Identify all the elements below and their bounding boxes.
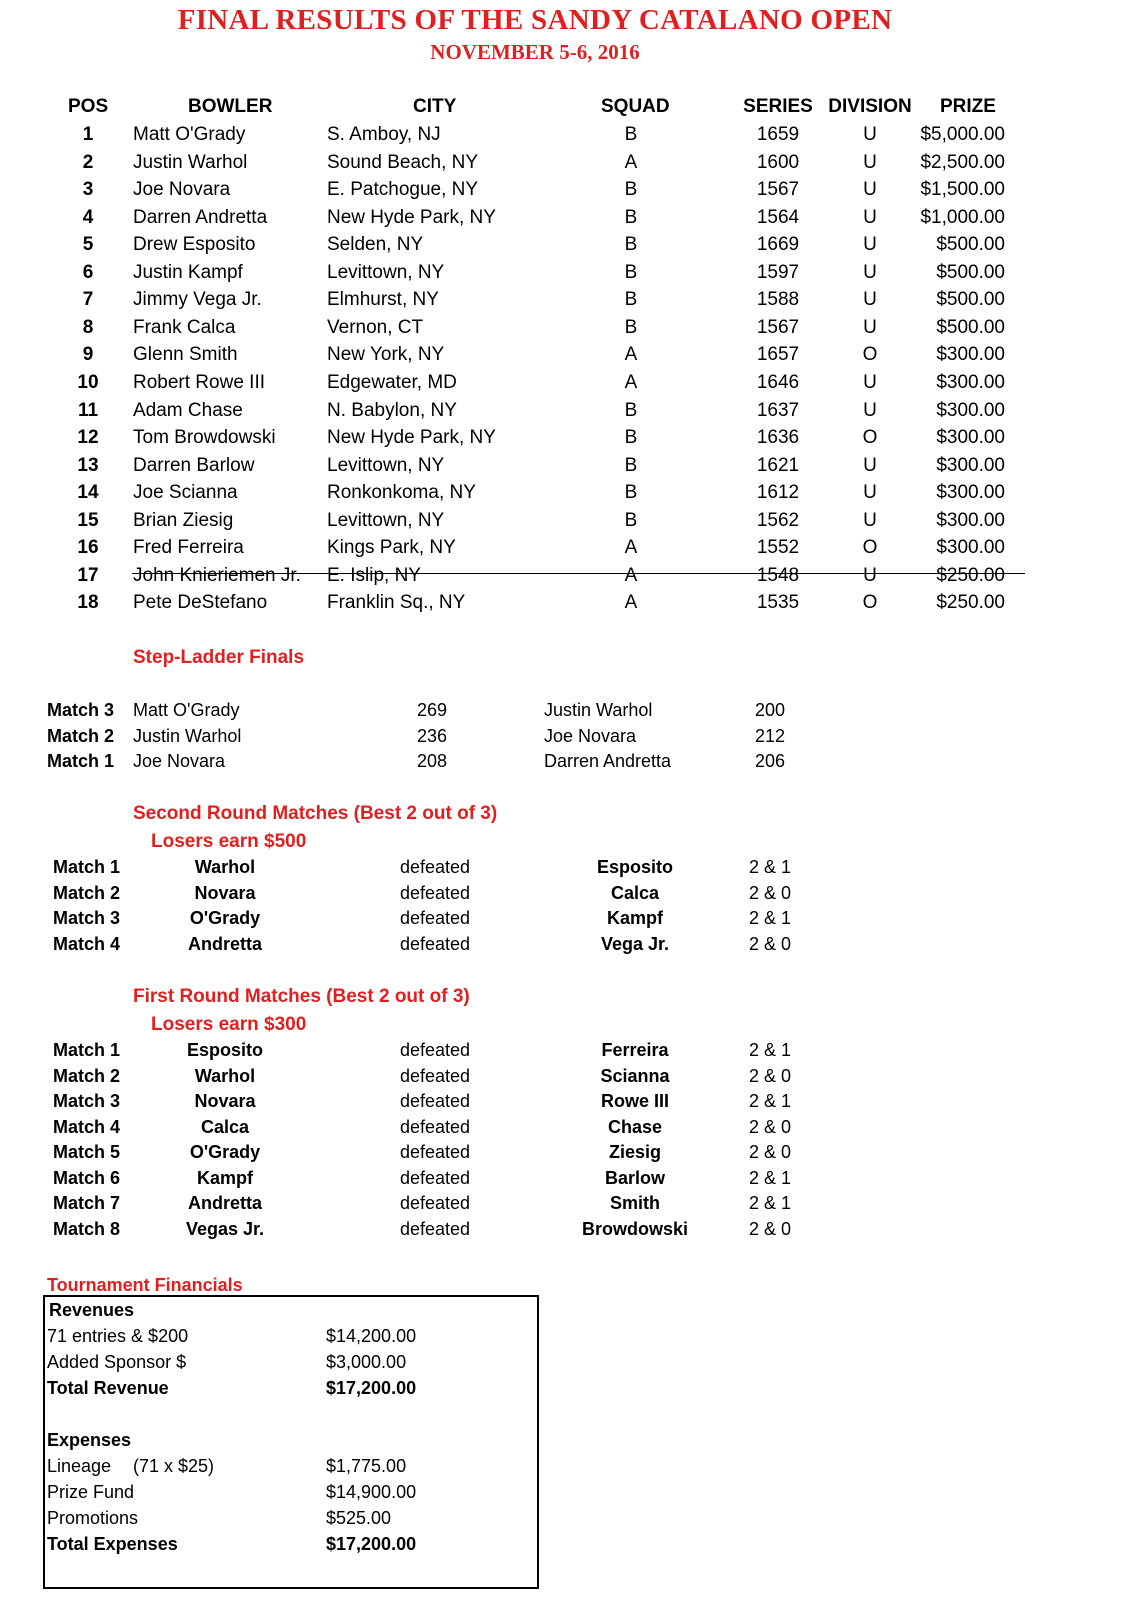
series-cell: 1567 [756, 179, 800, 201]
division-cell: U [863, 399, 877, 421]
match-row [0, 1091, 1142, 1117]
cash-cut-line [132, 573, 1025, 574]
match-label: Match 1 [53, 857, 121, 877]
header-pos: POS [68, 96, 109, 117]
loser-name: Justin Warhol [544, 700, 653, 720]
squad-cell: B [624, 261, 638, 283]
table-row [0, 289, 1142, 317]
prize-cell: $300.00 [936, 509, 1005, 531]
division-cell: U [863, 234, 877, 256]
prize-cell: $300.00 [936, 371, 1005, 393]
winner-name: Joe Novara [133, 751, 226, 771]
expense-note: (71 x $25) [133, 1456, 215, 1476]
match-row [0, 1168, 1142, 1194]
match-label: Match 2 [53, 1065, 121, 1086]
match-label: Match 8 [53, 1218, 121, 1239]
winner-name: Kampf [196, 1167, 253, 1188]
expense-label: Prize Fund [47, 1482, 135, 1502]
expense-value: $525.00 [326, 1508, 392, 1528]
table-row [0, 344, 1142, 372]
loser-name: Calca [610, 882, 660, 903]
division-cell: U [863, 124, 877, 145]
winner-name: Justin Warhol [133, 725, 242, 746]
result-verb: defeated [399, 1193, 471, 1213]
city-cell: Edgewater, MD [327, 371, 457, 393]
division-cell: U [863, 454, 877, 476]
division-cell: O [862, 427, 878, 449]
match-score: 2 & 0 [748, 882, 792, 903]
pos-cell: 15 [77, 509, 99, 531]
winner-score: 236 [416, 725, 448, 746]
prize-cell: $300.00 [936, 537, 1005, 559]
result-verb: defeated [399, 1091, 471, 1111]
prize-cell: $300.00 [936, 399, 1005, 421]
match-label: Match 4 [53, 1116, 121, 1137]
expense-value: $14,900.00 [326, 1482, 417, 1502]
pos-cell: 9 [82, 344, 94, 366]
table-row [0, 400, 1142, 428]
winner-name: Novara [194, 1091, 256, 1111]
series-cell: 1657 [756, 344, 800, 366]
table-row [0, 510, 1142, 538]
match-label: Match 7 [53, 1193, 121, 1213]
table-row [0, 482, 1142, 510]
winner-name: O'Grady [189, 908, 261, 928]
division-cell: U [863, 289, 877, 311]
series-cell: 1588 [756, 289, 800, 311]
match-row [0, 934, 1142, 960]
winner-name: Novara [194, 882, 256, 903]
expense-label: Promotions [47, 1508, 139, 1528]
series-cell: 1669 [756, 234, 800, 256]
city-cell: Elmhurst, NY [327, 289, 439, 311]
total-revenue-row [0, 1378, 1142, 1404]
squad-cell: A [624, 564, 638, 586]
series-cell: 1637 [756, 399, 800, 421]
match-score: 2 & 1 [748, 908, 792, 928]
revenue-value: $3,000.00 [326, 1352, 407, 1372]
match-row [0, 1040, 1142, 1066]
squad-cell: A [624, 344, 638, 366]
prize-cell: $300.00 [936, 482, 1005, 504]
bowler-cell: Justin Kampf [133, 261, 243, 283]
table-row [0, 565, 1142, 593]
stepladder-row [0, 726, 1142, 752]
pos-cell: 13 [77, 454, 99, 476]
loser-name: Chase [607, 1116, 663, 1137]
series-cell: 1548 [756, 564, 800, 586]
result-verb: defeated [399, 857, 471, 877]
match-label: Match 3 [53, 908, 121, 928]
match-score: 2 & 1 [748, 1040, 792, 1060]
revenue-row [0, 1326, 1142, 1352]
bowler-cell: Brian Ziesig [133, 509, 234, 531]
division-cell: U [863, 261, 877, 283]
pos-cell: 12 [77, 427, 99, 449]
city-cell: Ronkonkoma, NY [327, 482, 476, 504]
loser-name: Esposito [596, 857, 673, 877]
city-cell: Sound Beach, NY [327, 151, 479, 173]
match-row [0, 1117, 1142, 1143]
match-score: 2 & 0 [748, 933, 792, 954]
bowler-cell: John Knieriemen Jr. [133, 564, 301, 586]
result-verb: defeated [399, 908, 471, 928]
squad-cell: B [624, 509, 638, 531]
prize-cell: $300.00 [936, 344, 1005, 366]
match-label: Match 6 [53, 1167, 121, 1188]
pos-cell: 8 [82, 316, 94, 338]
pos-cell: 17 [77, 564, 99, 586]
revenue-label: Added Sponsor $ [47, 1352, 187, 1372]
pos-cell: 18 [77, 592, 99, 614]
table-row [0, 455, 1142, 483]
match-score: 2 & 0 [748, 1218, 792, 1239]
bowler-cell: Robert Rowe III [133, 371, 265, 393]
squad-cell: B [624, 454, 638, 476]
match-score: 2 & 0 [748, 1116, 792, 1137]
squad-cell: B [624, 289, 638, 311]
result-verb: defeated [399, 1116, 471, 1137]
division-cell: U [863, 371, 877, 393]
result-verb: defeated [399, 1142, 471, 1162]
first-round-heading: First Round Matches (Best 2 out of 3) [133, 986, 470, 1007]
match-score: 2 & 0 [748, 1142, 792, 1162]
series-cell: 1636 [756, 427, 800, 449]
division-cell: O [862, 592, 878, 614]
bowler-cell: Drew Esposito [133, 234, 256, 256]
loser-score: 212 [754, 725, 786, 746]
bowler-cell: Justin Warhol [133, 151, 248, 173]
header-prize: PRIZE [940, 96, 996, 117]
table-row [0, 427, 1142, 455]
match-label: Match 5 [53, 1142, 121, 1162]
loser-name: Darren Andretta [544, 751, 672, 771]
series-cell: 1562 [756, 509, 800, 531]
series-cell: 1567 [756, 316, 800, 338]
winner-name: Matt O'Grady [133, 700, 240, 720]
series-cell: 1646 [756, 371, 800, 393]
prize-cell: $300.00 [936, 427, 1005, 449]
prize-cell: $500.00 [936, 261, 1005, 283]
revenue-value: $14,200.00 [326, 1326, 417, 1346]
city-cell: N. Babylon, NY [327, 399, 457, 421]
page-subtitle: NOVEMBER 5-6, 2016 [430, 40, 640, 64]
winner-name: O'Grady [189, 1142, 261, 1162]
header-series: SERIES [743, 96, 813, 117]
expense-value: $1,775.00 [326, 1456, 407, 1476]
division-cell: O [862, 344, 878, 366]
bowler-cell: Adam Chase [133, 399, 243, 421]
city-cell: S. Amboy, NJ [327, 124, 441, 145]
bowler-cell: Fred Ferreira [133, 537, 244, 559]
match-label: Match 1 [53, 1040, 121, 1060]
bowler-cell: Jimmy Vega Jr. [133, 289, 262, 311]
table-row [0, 152, 1142, 180]
series-cell: 1659 [756, 124, 800, 145]
stepladder-heading: Step-Ladder Finals [133, 647, 305, 668]
table-row [0, 262, 1142, 290]
page-title: FINAL RESULTS OF THE SANDY CATALANO OPEN [177, 4, 893, 36]
result-verb: defeated [399, 882, 471, 903]
series-cell: 1552 [756, 537, 800, 559]
bowler-cell: Darren Andretta [133, 206, 268, 228]
loser-name: Scianna [600, 1065, 670, 1086]
header-city: CITY [413, 96, 457, 117]
division-cell: U [863, 316, 877, 338]
result-verb: defeated [399, 1218, 471, 1239]
prize-cell: $5,000.00 [920, 124, 1005, 145]
total-expenses-label: Total Expenses [47, 1534, 178, 1554]
pos-cell: 2 [82, 151, 94, 173]
table-row [0, 537, 1142, 565]
match-score: 2 & 1 [748, 1193, 792, 1213]
match-label: Match 4 [53, 933, 121, 954]
city-cell: Franklin Sq., NY [327, 592, 466, 614]
pos-cell: 3 [82, 179, 94, 201]
bowler-cell: Frank Calca [133, 316, 236, 338]
expenses-label-row [0, 1430, 1142, 1456]
series-cell: 1612 [756, 482, 800, 504]
loser-name: Rowe III [600, 1091, 669, 1111]
pos-cell: 6 [82, 261, 94, 283]
division-cell: U [863, 179, 877, 201]
match-score: 2 & 1 [748, 1091, 792, 1111]
series-cell: 1597 [756, 261, 800, 283]
result-verb: defeated [399, 1065, 471, 1086]
bowler-cell: Joe Scianna [133, 482, 238, 504]
revenues-label: Revenues [49, 1300, 135, 1320]
stepladder-row [0, 751, 1142, 777]
prize-cell: $500.00 [936, 289, 1005, 311]
squad-cell: A [624, 537, 638, 559]
pos-cell: 7 [82, 289, 94, 311]
bowler-cell: Tom Browdowski [133, 427, 276, 449]
winner-name: Warhol [194, 1065, 256, 1086]
winner-score: 269 [416, 700, 448, 720]
city-cell: New Hyde Park, NY [327, 206, 496, 228]
financials-heading: Tournament Financials [47, 1275, 243, 1295]
match-row [0, 1142, 1142, 1168]
series-cell: 1621 [756, 454, 800, 476]
series-cell: 1600 [756, 151, 800, 173]
match-row [0, 1219, 1142, 1245]
squad-cell: B [624, 399, 638, 421]
winner-name: Warhol [194, 857, 256, 877]
match-label: Match 3 [53, 1091, 121, 1111]
match-label: Match 1 [47, 751, 115, 771]
loser-score: 200 [754, 700, 786, 720]
division-cell: U [863, 564, 877, 586]
loser-name: Smith [609, 1193, 660, 1213]
prize-cell: $300.00 [936, 454, 1005, 476]
total-revenue-value: $17,200.00 [326, 1378, 417, 1398]
table-row [0, 372, 1142, 400]
winner-name: Andretta [187, 1193, 262, 1213]
revenue-row [0, 1352, 1142, 1378]
loser-name: Barlow [604, 1167, 665, 1188]
series-cell: 1564 [756, 206, 800, 228]
prize-cell: $500.00 [936, 316, 1005, 338]
table-row [0, 124, 1142, 152]
prize-cell: $250.00 [936, 564, 1005, 586]
city-cell: Vernon, CT [327, 316, 424, 338]
header-squad: SQUAD [601, 96, 670, 117]
squad-cell: A [624, 151, 638, 173]
city-cell: Levittown, NY [327, 454, 445, 476]
expenses-label: Expenses [47, 1430, 132, 1450]
match-label: Match 3 [47, 700, 115, 720]
prize-cell: $1,000.00 [920, 206, 1005, 228]
loser-score: 206 [754, 751, 786, 771]
revenue-label: 71 entries & $200 [47, 1326, 189, 1346]
loser-name: Vega Jr. [600, 933, 670, 954]
squad-cell: B [624, 124, 638, 145]
table-row [0, 317, 1142, 345]
city-cell: Kings Park, NY [327, 537, 456, 559]
expense-row [0, 1482, 1142, 1508]
second-round-heading: Second Round Matches (Best 2 out of 3) [133, 803, 498, 824]
squad-cell: B [624, 482, 638, 504]
bowler-cell: Pete DeStefano [133, 592, 268, 614]
bowler-cell: Matt O'Grady [133, 124, 246, 145]
city-cell: Selden, NY [327, 234, 424, 256]
winner-name: Esposito [186, 1040, 263, 1060]
city-cell: E. Islip, NY [327, 564, 421, 586]
result-verb: defeated [399, 1167, 471, 1188]
squad-cell: A [624, 592, 638, 614]
expense-row [0, 1456, 1142, 1482]
city-cell: New Hyde Park, NY [327, 427, 496, 449]
table-row [0, 234, 1142, 262]
squad-cell: B [624, 206, 638, 228]
winner-name: Andretta [187, 933, 262, 954]
header-division: DIVISION [828, 96, 912, 117]
first-round-subheading: Losers earn $300 [151, 1014, 307, 1035]
division-cell: U [863, 151, 877, 173]
loser-name: Kampf [606, 908, 663, 928]
pos-cell: 11 [77, 399, 99, 421]
squad-cell: B [624, 316, 638, 338]
squad-cell: B [624, 179, 638, 201]
squad-cell: B [624, 234, 638, 256]
division-cell: U [863, 206, 877, 228]
prize-cell: $2,500.00 [920, 151, 1005, 173]
match-row [0, 1066, 1142, 1092]
table-row [0, 592, 1142, 620]
bowler-cell: Joe Novara [133, 179, 231, 201]
match-score: 2 & 1 [748, 857, 792, 877]
pos-cell: 14 [77, 482, 99, 504]
pos-cell: 16 [77, 537, 99, 559]
revenues-label-row [0, 1300, 1142, 1326]
division-cell: U [863, 482, 877, 504]
pos-cell: 4 [82, 206, 94, 228]
match-score: 2 & 1 [748, 1167, 792, 1188]
prize-cell: $250.00 [936, 592, 1005, 614]
series-cell: 1535 [756, 592, 800, 614]
city-cell: Levittown, NY [327, 261, 445, 283]
expense-row [0, 1508, 1142, 1534]
match-label: Match 2 [47, 725, 115, 746]
match-label: Match 2 [53, 882, 121, 903]
table-row [0, 207, 1142, 235]
match-row [0, 857, 1142, 883]
prize-cell: $500.00 [936, 234, 1005, 256]
pos-cell: 5 [82, 234, 94, 256]
city-cell: E. Patchogue, NY [327, 179, 479, 201]
winner-name: Calca [200, 1116, 250, 1137]
loser-name: Ziesig [608, 1142, 661, 1162]
bowler-cell: Darren Barlow [133, 454, 255, 476]
winner-score: 208 [416, 751, 448, 771]
total-expenses-row [0, 1534, 1142, 1560]
total-expenses-value: $17,200.00 [326, 1534, 417, 1554]
header-bowler: BOWLER [188, 96, 273, 117]
pos-cell: 10 [77, 371, 99, 393]
squad-cell: B [624, 427, 638, 449]
second-round-subheading: Losers earn $500 [151, 831, 307, 852]
division-cell: U [863, 509, 877, 531]
match-row [0, 908, 1142, 934]
bowler-cell: Glenn Smith [133, 344, 238, 366]
loser-name: Ferreira [601, 1040, 669, 1060]
pos-cell: 1 [82, 124, 94, 145]
match-row [0, 1193, 1142, 1219]
winner-name: Vegas Jr. [185, 1218, 265, 1239]
city-cell: New York, NY [327, 344, 445, 366]
prize-cell: $1,500.00 [920, 179, 1005, 201]
city-cell: Levittown, NY [327, 509, 445, 531]
loser-name: Joe Novara [544, 725, 637, 746]
result-verb: defeated [399, 933, 471, 954]
loser-name: Browdowski [581, 1218, 688, 1239]
division-cell: O [862, 537, 878, 559]
match-row [0, 883, 1142, 909]
total-revenue-label: Total Revenue [47, 1378, 169, 1398]
result-verb: defeated [399, 1040, 471, 1060]
stepladder-row [0, 700, 1142, 726]
match-score: 2 & 0 [748, 1065, 792, 1086]
squad-cell: A [624, 371, 638, 393]
expense-label: Lineage [47, 1456, 112, 1476]
table-row [0, 179, 1142, 207]
